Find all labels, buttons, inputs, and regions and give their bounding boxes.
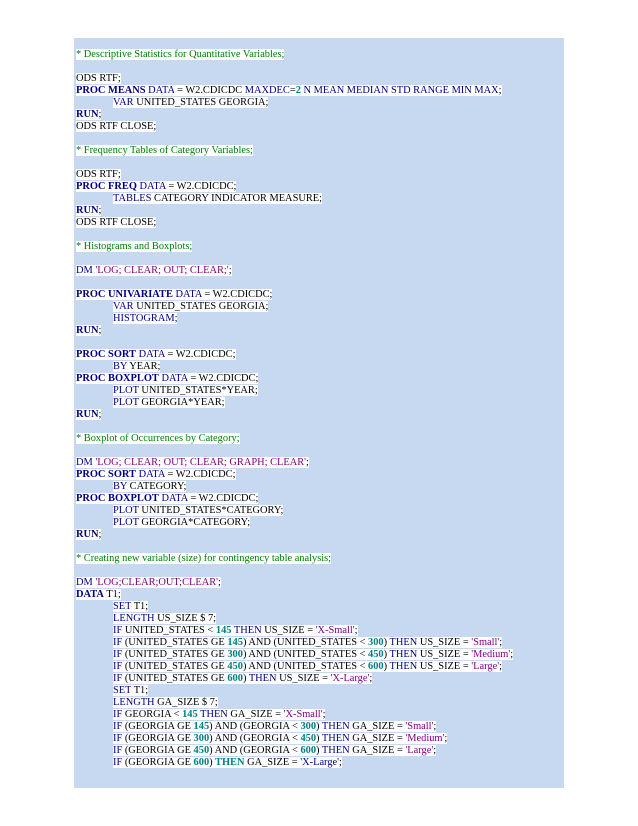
code-line-comment-size xyxy=(76,553,331,565)
code-token: (UNITED_STATES GE xyxy=(122,673,228,684)
code-token: (UNITED_STATES GE xyxy=(122,661,228,672)
code-line-proc-sort xyxy=(76,349,236,361)
code-token: ) AND (UNITED_STATES < xyxy=(242,637,369,648)
code-token: THEN xyxy=(319,721,350,732)
code-token: ; xyxy=(174,313,178,324)
code-line xyxy=(113,673,372,685)
code-line-proc-freq xyxy=(76,181,236,193)
code-token: DATA xyxy=(158,493,188,504)
code-token: ) AND (UNITED_STATES < xyxy=(242,661,369,672)
code-token: US_SIZE = xyxy=(261,625,316,636)
code-line xyxy=(76,577,221,589)
code-token: IF xyxy=(113,649,123,660)
code-token: 600 xyxy=(227,673,243,684)
code-line xyxy=(113,733,447,745)
code-token: ; xyxy=(339,757,342,768)
code-token: PROC UNIVARIATE xyxy=(76,289,173,300)
code-line xyxy=(76,169,121,181)
code-token: 'Medium' xyxy=(405,733,445,744)
code-line xyxy=(76,529,101,541)
code-token: 600 xyxy=(368,661,384,672)
code-token: RUN xyxy=(76,529,99,540)
code-token: UNITED_STATES*CATEGORY; xyxy=(138,505,284,516)
code-token: 300 xyxy=(227,649,243,660)
code-line xyxy=(113,601,148,613)
code-token: DATA xyxy=(145,85,175,96)
code-line xyxy=(113,649,513,661)
code-line-proc-sort xyxy=(76,469,236,481)
code-token: = W2.CDICDC xyxy=(174,85,245,96)
code-token: IF xyxy=(113,745,123,756)
code-line-proc-univariate xyxy=(76,289,272,301)
code-token: (UNITED_STATES GE xyxy=(122,637,228,648)
code-line xyxy=(113,361,160,373)
code-token: DATA xyxy=(76,589,104,600)
code-token: LENGTH xyxy=(113,697,155,708)
code-token: = xyxy=(289,85,296,96)
code-token: GA_SIZE $ 7; xyxy=(154,697,218,708)
code-line xyxy=(76,325,101,337)
code-token: IF xyxy=(113,637,123,648)
code-token: * Histograms and Boxplots; xyxy=(76,241,193,252)
code-token: DM xyxy=(76,577,96,588)
code-token: ) xyxy=(383,637,388,648)
code-token: 145 xyxy=(182,709,198,720)
code-token: DM xyxy=(76,265,96,276)
code-token: IF xyxy=(113,661,123,672)
code-token: 145 xyxy=(227,637,243,648)
code-token: ) AND (UNITED_STATES < xyxy=(242,649,369,660)
code-token: MAXDEC xyxy=(244,85,290,96)
code-token: SET xyxy=(113,601,132,612)
code-token: = W2.CDICDC; xyxy=(164,469,236,480)
code-token: LENGTH xyxy=(113,613,155,624)
code-token: 'X-Large' xyxy=(300,757,340,768)
code-token: 450 xyxy=(193,745,210,756)
code-token: UNITED_STATES < xyxy=(122,625,216,636)
code-line-proc-boxplot xyxy=(76,493,258,505)
code-token: ; xyxy=(98,409,102,420)
code-token: = W2.CDICDC; xyxy=(165,181,237,192)
code-token: T1; xyxy=(131,685,149,696)
code-token: = W2.CDICDC; xyxy=(187,493,259,504)
code-line xyxy=(113,397,225,409)
code-token: US_SIZE = xyxy=(417,649,472,660)
code-token: ) xyxy=(209,757,213,768)
code-token: DATA xyxy=(136,181,166,192)
code-token: 300 xyxy=(300,721,317,732)
code-token: 'X-Small' xyxy=(315,625,355,636)
code-line xyxy=(113,313,177,325)
code-token: UNITED_STATES GEORGIA; xyxy=(133,301,269,312)
code-token: RUN xyxy=(76,409,99,420)
code-token: PROC SORT xyxy=(76,349,136,360)
code-token: THEN xyxy=(231,625,262,636)
code-token: ; xyxy=(444,733,448,744)
code-token: N MEAN MEDIAN STD RANGE MIN MAX xyxy=(300,85,499,96)
code-line-comment-descriptive xyxy=(76,49,284,61)
code-token: ; xyxy=(433,745,437,756)
code-token: ; xyxy=(98,205,102,216)
code-line xyxy=(76,109,101,121)
code-token: * Creating new variable (size) for contingency table analysis; xyxy=(76,553,332,564)
code-token: THEN xyxy=(319,733,350,744)
code-token: IF xyxy=(113,733,123,744)
code-token: ) AND (GEORGIA < xyxy=(209,745,301,756)
code-token: PLOT xyxy=(113,385,139,396)
code-line xyxy=(76,205,101,217)
code-line xyxy=(113,625,358,637)
code-line xyxy=(113,97,268,109)
code-token: YEAR; xyxy=(127,361,161,372)
code-token: 145 xyxy=(215,625,232,636)
code-line-comment-frequency xyxy=(76,145,253,157)
code-token: DATA xyxy=(172,289,202,300)
code-token: ) xyxy=(383,649,388,660)
code-token: 'Medium' xyxy=(471,649,511,660)
code-token: ; xyxy=(228,265,232,276)
code-token: ) xyxy=(316,733,320,744)
code-token: CATEGORY; xyxy=(127,481,187,492)
code-token: 145 xyxy=(193,721,210,732)
code-token: US_SIZE = xyxy=(417,661,472,672)
code-token: GA_SIZE = xyxy=(349,745,406,756)
code-line xyxy=(76,409,101,421)
code-token: ) xyxy=(316,721,320,732)
code-token: THEN xyxy=(212,757,245,768)
code-line xyxy=(113,481,186,493)
code-token: CATEGORY INDICATOR MEASURE; xyxy=(151,193,323,204)
code-token: 'LOG; CLEAR; OUT; CLEAR; GRAPH; CLEAR' xyxy=(95,457,307,468)
code-line xyxy=(113,613,216,625)
code-line xyxy=(76,457,309,469)
code-token: ; xyxy=(499,637,503,648)
code-line xyxy=(113,685,148,697)
sas-code-panel xyxy=(74,38,564,788)
code-token: ODS RTF; xyxy=(76,169,121,180)
code-token: US_SIZE = xyxy=(276,673,331,684)
code-token: ) AND (GEORGIA < xyxy=(209,721,301,732)
code-token: GA_SIZE = xyxy=(244,757,301,768)
code-token: 450 xyxy=(227,661,243,672)
code-token: ; xyxy=(354,625,358,636)
code-token: 450 xyxy=(300,733,317,744)
code-line-comment-histograms xyxy=(76,241,192,253)
code-token: ; xyxy=(322,709,326,720)
code-token: 'Large' xyxy=(405,745,434,756)
code-token: ; xyxy=(218,577,221,588)
code-token: (GEORGIA GE xyxy=(122,721,194,732)
code-token: (GEORGIA GE xyxy=(122,733,194,744)
code-line xyxy=(113,301,268,313)
code-token: ; xyxy=(510,649,514,660)
code-token: TABLES xyxy=(113,193,152,204)
code-token: * Descriptive Statistics for Quantitative Variables; xyxy=(76,49,285,60)
code-line xyxy=(113,505,283,517)
code-token: PROC FREQ xyxy=(76,181,137,192)
code-token: 'LOG;CLEAR;OUT;CLEAR' xyxy=(95,577,219,588)
code-token: UNITED_STATES GEORGIA; xyxy=(133,97,269,108)
code-token: DATA xyxy=(135,469,165,480)
code-line xyxy=(76,217,156,229)
code-token: PROC BOXPLOT xyxy=(76,373,159,384)
code-token: * Boxplot of Occurrences by Category; xyxy=(76,433,240,444)
code-line xyxy=(113,637,502,649)
code-line xyxy=(113,193,322,205)
code-token: 300 xyxy=(193,733,210,744)
code-token: ODS RTF CLOSE; xyxy=(76,121,157,132)
code-token: BY xyxy=(113,361,128,372)
code-token: (GEORGIA GE xyxy=(122,757,194,768)
code-token: ; xyxy=(499,661,502,672)
code-token: ) xyxy=(316,745,320,756)
code-token: VAR xyxy=(113,97,134,108)
code-token: 600 xyxy=(193,757,210,768)
code-token: PLOT xyxy=(113,517,139,528)
code-token: GEORGIA*CATEGORY; xyxy=(138,517,251,528)
code-line xyxy=(113,697,218,709)
code-token: GEORGIA*YEAR; xyxy=(138,397,225,408)
code-token: ODS RTF; xyxy=(76,73,121,84)
code-token: PROC MEANS xyxy=(76,85,146,96)
code-line xyxy=(76,265,232,277)
code-token: = W2.CDICDC; xyxy=(187,373,259,384)
code-token: THEN xyxy=(319,745,350,756)
code-token: T1; xyxy=(131,601,149,612)
code-token: HISTOGRAM xyxy=(113,313,175,324)
code-token: THEN xyxy=(197,709,228,720)
code-token: IF xyxy=(113,757,123,768)
code-token: THEN xyxy=(387,661,418,672)
code-token: DATA xyxy=(135,349,165,360)
code-token: 600 xyxy=(300,745,317,756)
code-token: 450 xyxy=(368,649,384,660)
code-token: ) AND (GEORGIA < xyxy=(209,733,301,744)
code-token: IF xyxy=(113,709,123,720)
code-token: ODS RTF CLOSE; xyxy=(76,217,157,228)
code-line xyxy=(113,757,342,769)
code-token: ) xyxy=(383,661,388,672)
code-token: ; xyxy=(98,529,102,540)
code-token: 300 xyxy=(368,637,384,648)
code-token: = W2.CDICDC; xyxy=(164,349,236,360)
code-token: IF xyxy=(113,625,123,636)
code-token: VAR xyxy=(113,301,134,312)
code-token: PLOT xyxy=(113,505,139,516)
code-token: RUN xyxy=(76,205,99,216)
code-line xyxy=(113,745,436,757)
code-token: IF xyxy=(113,673,123,684)
code-token: ; xyxy=(498,85,502,96)
code-token: = W2.CDICDC; xyxy=(201,289,273,300)
code-token: 'LOG; CLEAR; OUT; CLEAR;' xyxy=(95,265,229,276)
code-line xyxy=(76,73,121,85)
code-token: PLOT xyxy=(113,397,139,408)
code-token: ; xyxy=(433,721,437,732)
code-line-data-step xyxy=(76,589,121,601)
code-token: DM xyxy=(76,457,96,468)
code-line xyxy=(113,721,436,733)
code-token: GA_SIZE = xyxy=(227,709,284,720)
code-token: THEN xyxy=(246,673,277,684)
code-token: ; xyxy=(98,109,102,120)
code-token: PROC BOXPLOT xyxy=(76,493,159,504)
code-token: US_SIZE $ 7; xyxy=(154,613,217,624)
code-token: THEN xyxy=(387,649,418,660)
code-token: 'Small' xyxy=(471,637,500,648)
code-token: GA_SIZE = xyxy=(349,733,406,744)
code-token: (UNITED_STATES GE xyxy=(122,649,228,660)
code-token: 'Large' xyxy=(471,661,500,672)
code-token: ; xyxy=(306,457,309,468)
code-line-proc-means xyxy=(76,85,502,97)
code-token: SET xyxy=(113,685,132,696)
code-token: IF xyxy=(113,721,123,732)
code-token: T1; xyxy=(103,589,121,600)
code-line xyxy=(76,121,156,133)
code-token: 'X-Large' xyxy=(330,673,370,684)
code-token: GEORGIA < xyxy=(122,709,183,720)
code-token: US_SIZE = xyxy=(417,637,472,648)
code-token: 'Small' xyxy=(405,721,434,732)
code-token: RUN xyxy=(76,325,99,336)
code-token: GA_SIZE = xyxy=(349,721,406,732)
code-token: DATA xyxy=(158,373,188,384)
code-token: PROC SORT xyxy=(76,469,136,480)
code-token: * Frequency Tables of Category Variables; xyxy=(76,145,253,156)
code-token: ; xyxy=(98,325,102,336)
code-line-comment-boxplot xyxy=(76,433,240,445)
code-line-proc-boxplot xyxy=(76,373,258,385)
code-token: RUN xyxy=(76,109,99,120)
code-token: ) xyxy=(242,673,247,684)
code-token: 'X-Small' xyxy=(283,709,323,720)
code-token: 2 xyxy=(295,85,301,96)
code-token: ; xyxy=(369,673,373,684)
code-token: UNITED_STATES*YEAR; xyxy=(138,385,258,396)
code-line xyxy=(113,517,250,529)
code-token: BY xyxy=(113,481,128,492)
code-line xyxy=(113,385,258,397)
code-line xyxy=(113,661,502,673)
code-token: (GEORGIA GE xyxy=(122,745,194,756)
code-token: THEN xyxy=(387,637,418,648)
code-line xyxy=(113,709,325,721)
